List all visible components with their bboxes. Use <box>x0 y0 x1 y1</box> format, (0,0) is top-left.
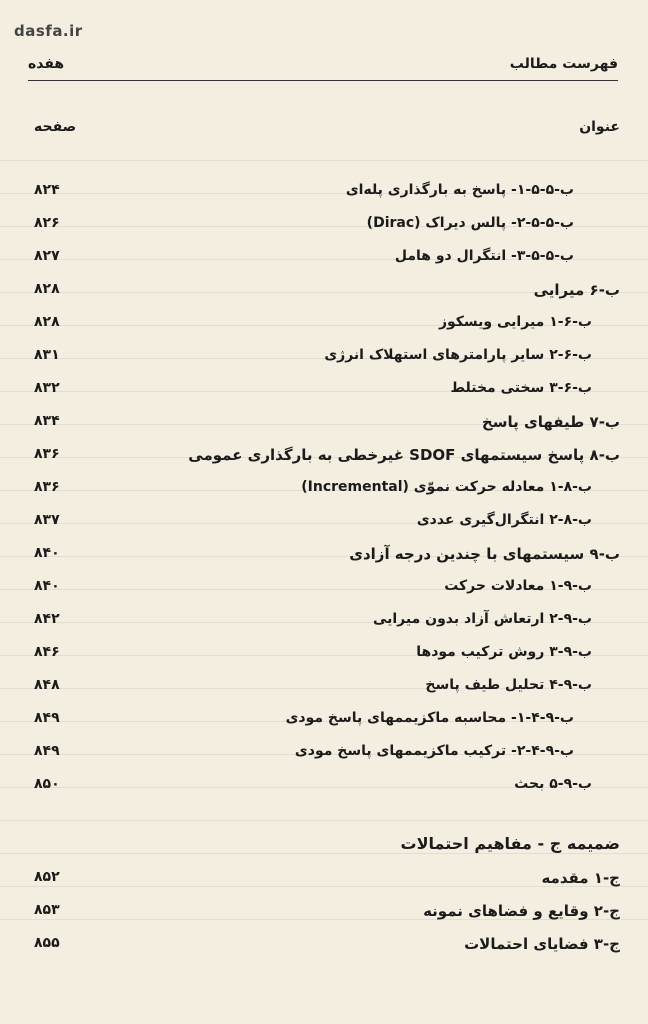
toc-entry-page: ۸۵۲ <box>34 869 60 885</box>
toc-entry-title: ب-۹-۵ بحث <box>514 776 592 792</box>
toc-entry-page: ۸۴۲ <box>34 611 60 627</box>
toc-entry-title: ب-۹-۴-۲- ترکیب ماکزیممهای پاسخ مودی <box>294 743 574 759</box>
toc-entry <box>30 867 620 893</box>
toc-entry-page: ۸۴۰ <box>34 578 60 594</box>
toc-entry-title: ب-۹-۴ تحلیل طیف پاسخ <box>425 677 592 693</box>
toc-entry-title: ب-۸ پاسخ سیستمهای SDOF غیرخطی به بارگذاری عمومی <box>188 446 620 464</box>
toc-entry <box>30 510 620 536</box>
toc-entry-page: ۸۲۶ <box>34 215 60 231</box>
toc-entry-title: ضمیمه ج - مفاهیم احتمالات <box>400 834 620 853</box>
toc-entry <box>30 213 620 239</box>
toc-entry-title: ب-۹-۴-۱- محاسبه ماکزیممهای پاسخ مودی <box>285 710 574 726</box>
toc-entry-title: ب-۹-۱ معادلات حرکت <box>444 578 592 594</box>
toc-entry-title: ب-۶-۲ سایر پارامترهای استهلاک انرژی <box>324 347 592 363</box>
toc-entry <box>30 900 620 926</box>
toc-entry <box>30 378 620 404</box>
site-watermark: dasfa.ir <box>14 22 83 40</box>
toc-entry <box>30 642 620 668</box>
toc-entry-title: ج-۱ مقدمه <box>541 869 620 887</box>
toc-entry-page: ۸۳۶ <box>34 479 60 495</box>
toc-entry-title: ب-۹-۲ ارتعاش آزاد بدون میرایی <box>372 611 592 627</box>
toc-entry-page: ۸۵۰ <box>34 776 60 792</box>
toc-entry <box>30 444 620 470</box>
toc-entry-title: ب-۵-۵-۳- انتگرال دو هامل <box>394 248 574 264</box>
toc-entry-page: ۸۳۲ <box>34 380 60 396</box>
toc-entry <box>30 576 620 602</box>
toc-entry-title: ب-۸-۲ انتگرال‌گیری عددی <box>416 512 592 528</box>
toc-entry <box>30 180 620 206</box>
toc-entry-title: ب-۵-۵-۲- پالس دیراک (Dirac) <box>366 215 574 231</box>
toc-entry-page: ۸۲۸ <box>34 314 60 330</box>
toc-entry-page: ۸۳۶ <box>34 446 60 462</box>
toc-entry-page: ۸۲۴ <box>34 182 60 198</box>
toc-entry-page: ۸۲۷ <box>34 248 60 264</box>
toc-entry <box>30 477 620 503</box>
page-column-label: صفحه <box>34 119 77 135</box>
toc-entry-title: ب-۹ سیستمهای با چندین درجه آزادی <box>349 545 620 563</box>
toc-entry-page: ۸۳۴ <box>34 413 60 429</box>
toc-entry-title: ب-۹-۳ روش ترکیب مودها <box>416 644 592 660</box>
toc-entry-page: ۸۴۶ <box>34 644 60 660</box>
toc-entry-title: ج-۲ وقایع و فضاهای نمونه <box>423 902 620 920</box>
toc-entry-page: ۸۳۷ <box>34 512 60 528</box>
toc-entry <box>30 345 620 371</box>
toc-entry-page: ۸۴۹ <box>34 710 60 726</box>
toc-entry <box>30 675 620 701</box>
column-labels <box>30 119 620 143</box>
toc-entry-title: ب-۵-۵-۱- پاسخ به بارگذاری پله‌ای <box>345 182 574 198</box>
running-header-page-label: هفده <box>28 56 65 72</box>
toc-entry-title: ب-۸-۱ معادله حرکت نموّی (Incremental) <box>301 479 592 495</box>
toc-entry-title: ج-۳ فضایای احتمالات <box>464 935 620 953</box>
toc-entry <box>30 933 620 959</box>
toc-entry-title: ب-۷ طیفهای پاسخ <box>481 413 620 431</box>
toc-entry <box>30 741 620 767</box>
toc-entry-title: ب-۶ میرایی <box>533 281 620 299</box>
toc-entry-page: ۸۵۵ <box>34 935 60 951</box>
toc-appendix-heading <box>30 832 620 858</box>
toc-entry <box>30 543 620 569</box>
toc-entry-page: ۸۲۸ <box>34 281 60 297</box>
toc-entry <box>30 411 620 437</box>
toc-entry-page: ۸۵۳ <box>34 902 60 918</box>
title-column-label: عنوان <box>579 119 620 135</box>
running-header-title: فهرست مطالب <box>509 56 618 72</box>
toc-entry <box>30 312 620 338</box>
toc-entry-page: ۸۴۹ <box>34 743 60 759</box>
toc-entry-title: ب-۶-۱ میرایی ویسکوز <box>438 314 592 330</box>
toc-entry <box>30 708 620 734</box>
toc-entry-page: ۸۴۸ <box>34 677 60 693</box>
toc-entry-page: ۸۴۰ <box>34 545 60 561</box>
running-header <box>28 50 618 81</box>
toc-entry-title: ب-۶-۳ سختی مختلط <box>450 380 592 396</box>
toc-entry <box>30 609 620 635</box>
toc-entry-page: ۸۳۱ <box>34 347 60 363</box>
toc-entry <box>30 246 620 272</box>
toc-entry <box>30 774 620 800</box>
toc-entry <box>30 279 620 305</box>
